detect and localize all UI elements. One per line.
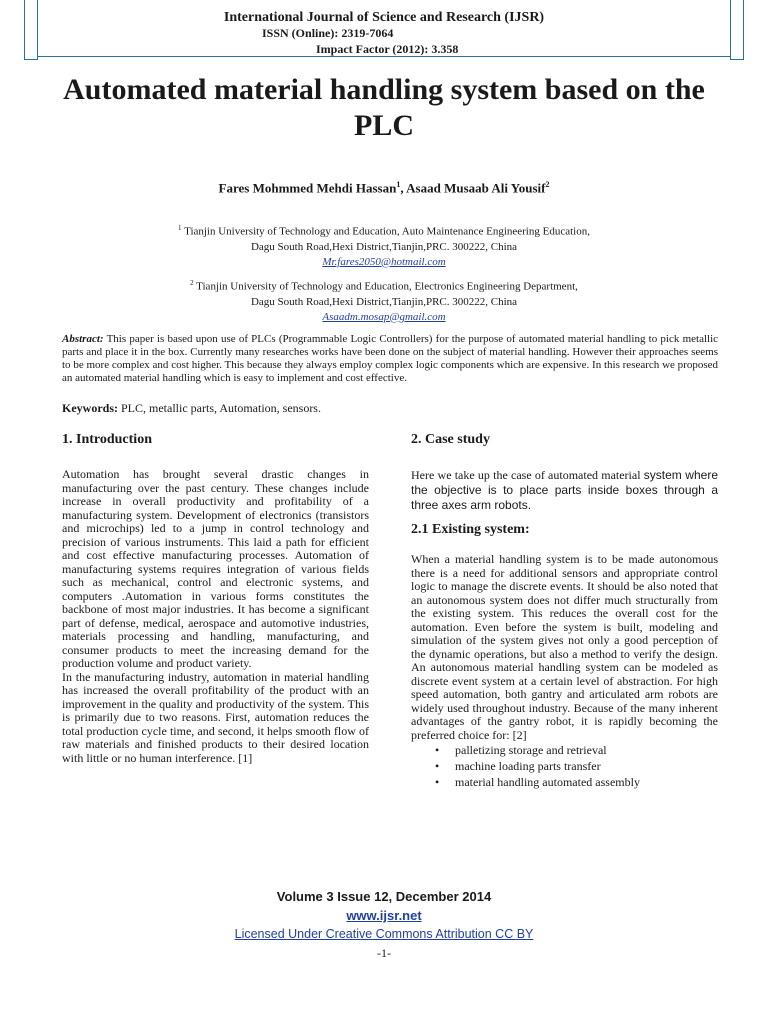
header-right-bar — [730, 0, 744, 60]
list-item-text: palletizing storage and retrieval — [455, 743, 607, 757]
journal-name: International Journal of Science and Research (IJSR) — [223, 10, 545, 25]
case-study-paragraph — [411, 468, 718, 513]
abstract-text: This paper is based upon use of PLCs (Programmable Logic Controllers) for the purpose of automated material handling to pick metallic parts and place it in the box. Currently many researches works have been done on the subject of material handling. However their approaches seems to be more complex and cost higher. This because they always employ complex logic components which are expensive. In this research we proposed an automated material handling which is easy to implement and cost effective. — [62, 333, 719, 384]
list-item-text: material handling automated assembly — [455, 775, 640, 789]
author-2: Asaad Musaab Ali Yousif — [406, 180, 546, 196]
bullet-icon: • — [435, 743, 440, 757]
right-column — [411, 431, 718, 790]
header-rule — [38, 56, 730, 57]
issn: ISSN (Online): 2319-7064 — [262, 26, 394, 40]
page-number: -1- — [377, 946, 391, 960]
affiliation-1-line2: Dagu South Road,Hexi District,Tianjin,PRC. 300222, China — [250, 240, 518, 253]
footer-volume: Volume 3 Issue 12, December 2014 — [276, 889, 492, 904]
affiliation-1-sup: 1 — [178, 224, 182, 232]
affiliation-1 — [0, 221, 768, 270]
left-column — [62, 431, 369, 765]
case-study-text-sans: system where the objective is to place parts inside boxes through a three axes arm robots. — [411, 468, 718, 512]
author-2-sup: 2 — [545, 180, 550, 189]
affiliation-2-line1: Tianjin University of Technology and Education, Electronics Engineering Department, — [196, 280, 578, 293]
introduction-heading: 1. Introduction — [62, 432, 152, 447]
footer-license-text[interactable]: Licensed Under Creative Commons Attribution CC BY — [234, 927, 534, 941]
keywords-text: PLC, metallic parts, Automation, sensors. — [121, 401, 321, 415]
case-study-text-serif: Here we take up the case of automated material — [411, 468, 644, 482]
case-study-heading: 2. Case study — [411, 432, 490, 447]
keywords — [62, 401, 321, 416]
author-list — [0, 177, 768, 196]
author-2-email-link[interactable]: Asaadm.mosap@gmail.com — [322, 310, 446, 323]
impact-factor: Impact Factor (2012): 3.358 — [316, 42, 459, 56]
gantry-robot-uses-list — [411, 742, 718, 790]
abstract — [62, 333, 718, 385]
author-separator: , — [400, 180, 407, 196]
abstract-label: Abstract: — [62, 333, 104, 345]
header-left-bar — [24, 0, 38, 60]
existing-system-paragraph: When a material handling system is to be made autonomous there is a need for additional sensors and appropriate control logic to manage the discrete events. It should be also noted that an autonomous system does not differ much structurally from the existing system. This reduces the overall cost for the automation. Even before the system is built, modeling and simulation of the system gives not only a good perception of the dynamic operations, but also a method to verify the design. An autonomous material handling system can be modeled as discrete event system at a certain level of abstraction. For high speed automation, both gantry and articulated arm robots are widely used throughout industry. Because of the many inherent advantages of the gantry robot, it is rapidly becoming the preferred choice for: [2] — [411, 552, 718, 742]
list-item — [435, 774, 718, 790]
footer-website-text[interactable]: www.ijsr.net — [346, 908, 422, 923]
affiliation-2-line2: Dagu South Road,Hexi District,Tianjin,PRC. 300222, China — [250, 295, 518, 308]
affiliation-1-line1: Tianjin University of Technology and Education, Auto Maintenance Engineering Education, — [184, 225, 590, 238]
introduction-paragraph-1: Automation has brought several drastic changes in manufacturing over the past century. These changes include increase in overall productivity and profitability of a manufacturing system. Development of electronics (transistors and microchips) led to a jump in control technology and precision of various instruments. This laid a path for efficient and cost effective manufacturing processes. Automation of manufacturing systems requires integration of various fields such as mechanical, control and electronic systems, and computers .Automation in various forms constitutes the backbone of most major industries. It has become a significant part of defense, medical, aerospace and automotive industries, materials processing and handling, manufacturing, and consumer products to meet the increasing demand for the production volume and product variety. — [62, 467, 369, 670]
footer-website-link — [0, 908, 768, 924]
author-1-email-link[interactable]: Mr.fares2050@hotmail.com — [322, 255, 446, 268]
keywords-label: Keywords: — [62, 401, 118, 415]
paper-title: Automated material handling system based on the PLC — [63, 73, 705, 142]
list-item — [435, 758, 718, 774]
list-item — [435, 742, 718, 758]
existing-system-heading: 2.1 Existing system: — [411, 522, 530, 537]
affiliation-2 — [0, 276, 768, 325]
list-item-text: machine loading parts transfer — [455, 759, 601, 773]
introduction-paragraph-2: In the manufacturing industry, automation in material handling has increased the overall profitability of the product with an improvement in the quality and productivity of the system. This is primarily due to two reasons. First, automation reduces the total production cycle time, and second, it helps smooth flow of raw materials and finished products to their desired location with little or no human interference. [1] — [62, 669, 369, 765]
bullet-icon: • — [435, 775, 440, 789]
author-1: Fares Mohmmed Mehdi Hassan — [218, 180, 397, 196]
author-1-sup: 1 — [396, 180, 401, 189]
bullet-icon: • — [435, 759, 440, 773]
footer-license-link — [0, 926, 768, 942]
affiliation-2-sup: 2 — [190, 279, 194, 287]
